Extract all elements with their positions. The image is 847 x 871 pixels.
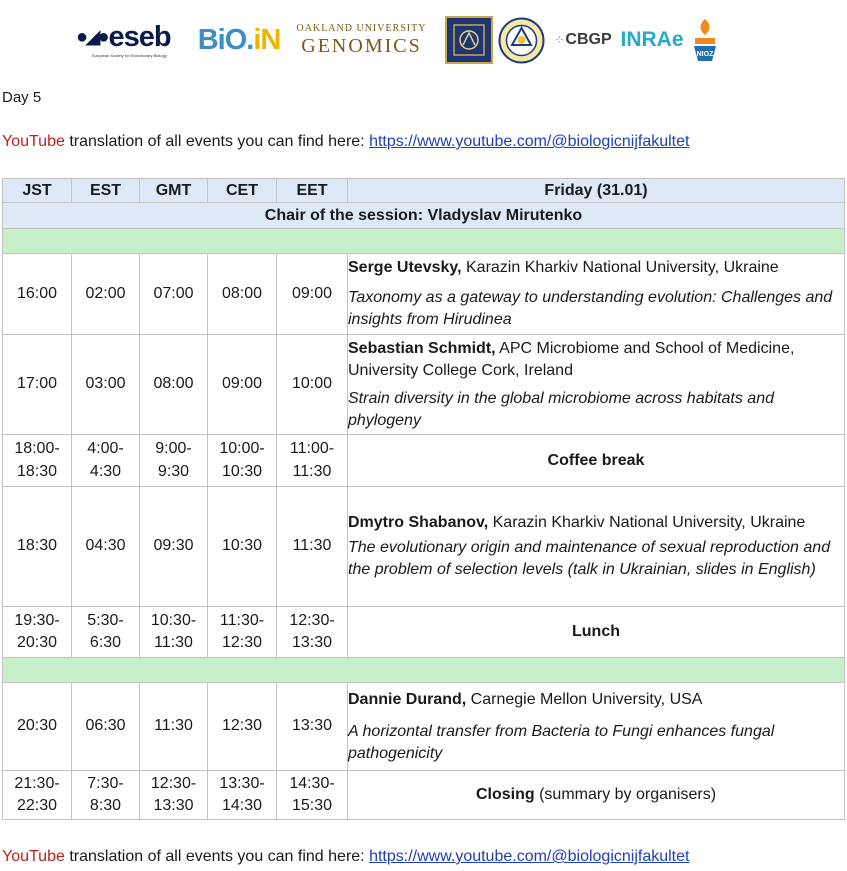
table-row: [3, 683, 845, 771]
time-gmt: 11:30: [140, 683, 208, 771]
talk-title: Taxonomy as a gateway to understanding evolution: Challenges and insights from Hirudinea: [348, 289, 833, 328]
time-jst: 18:30: [3, 487, 72, 607]
youtube-link[interactable]: https://www.youtube.com/@biologicnijfakultet: [369, 133, 690, 150]
eseb-logo-text: eseb: [108, 20, 171, 53]
speaker-name: Sebastian Schmidt,: [348, 339, 496, 357]
university-crest-icon: [445, 16, 493, 64]
university-seal-icon: [498, 17, 545, 64]
time-gmt: 12:30- 13:30: [140, 771, 208, 820]
youtube-brand-text: YouTube: [2, 133, 65, 150]
nioz-logo: [688, 17, 722, 63]
cbgp-logo-text: CBGP: [565, 31, 612, 48]
speaker-affiliation: Karazin Kharkiv National University, Ukraine: [461, 259, 779, 276]
table-row: [3, 335, 845, 435]
time-eet: 09:00: [277, 254, 348, 335]
sponsor-logos-bar: [76, 14, 722, 66]
time-cet: 10:30: [208, 487, 277, 607]
talk-title: The evolutionary origin and maintenance of sexual reproduction and the problem of selection levels (talk in Ukrainian, slides in English): [348, 539, 831, 578]
time-jst: 17:00: [3, 335, 72, 435]
time-gmt: 09:30: [140, 487, 208, 607]
time-cet: 09:00: [208, 335, 277, 435]
youtube-notice-text: translation of all events you can find here:: [64, 133, 370, 150]
lunch-label: Lunch: [348, 607, 845, 658]
time-cet: 11:30- 12:30: [208, 607, 277, 658]
time-jst: 16:00: [3, 254, 72, 335]
day-label: Day 5: [2, 89, 42, 106]
table-header-row: [3, 179, 845, 203]
youtube-notice-top: [2, 133, 689, 151]
header-est: EST: [72, 179, 140, 203]
youtube-link[interactable]: https://www.youtube.com/@biologicnijfakultet: [369, 848, 690, 865]
bioin-logo-text-b: iN: [253, 23, 281, 56]
time-est: 4:00- 4:30: [72, 435, 140, 487]
speaker-affiliation: APC Microbiome and School of Medicine, University College Cork, Ireland: [348, 339, 795, 379]
eseb-dots-icon: ●◢●: [76, 26, 107, 48]
time-cet: 08:00: [208, 254, 277, 335]
talk-cell: [348, 254, 845, 335]
speaker-affiliation: Karazin Kharkiv National University, Ukraine: [488, 514, 806, 531]
speaker-name: Dmytro Shabanov,: [348, 514, 489, 531]
cbgp-dots-icon: ⁘: [554, 33, 564, 47]
schedule-table: [2, 178, 845, 820]
eseb-logo: [76, 20, 192, 58]
chair-row: [3, 203, 845, 229]
time-cet: 10:00- 10:30: [208, 435, 277, 487]
header-gmt: GMT: [140, 179, 208, 203]
coffee-break-label: Coffee break: [348, 435, 845, 487]
time-gmt: 9:00- 9:30: [140, 435, 208, 487]
table-row: [3, 254, 845, 335]
table-row: [3, 607, 845, 658]
table-row: [3, 771, 845, 820]
oakland-logo-top: OAKLAND UNIVERSITY: [296, 23, 427, 34]
talk-cell: [348, 683, 845, 771]
time-eet: 12:30- 13:30: [277, 607, 348, 658]
time-est: 06:30: [72, 683, 140, 771]
time-gmt: 07:00: [140, 254, 208, 335]
cbgp-logo: [551, 31, 615, 49]
oakland-genomics-logo: [280, 24, 443, 56]
table-row: [3, 487, 845, 607]
closing-cell: [348, 771, 845, 820]
time-jst: 20:30: [3, 683, 72, 771]
talk-cell: [348, 487, 845, 607]
time-jst: 18:00- 18:30: [3, 435, 72, 487]
inrae-logo: INRAe: [620, 28, 684, 51]
time-est: 7:30- 8:30: [72, 771, 140, 820]
speaker-name: Dannie Durand,: [348, 690, 467, 708]
spacer-row: [3, 658, 845, 683]
eseb-logo-subtitle: European Society for Evolutionary Biology: [92, 52, 167, 58]
table-row: [3, 435, 845, 487]
youtube-brand-text: YouTube: [2, 848, 65, 865]
talk-title: A horizontal transfer from Bacteria to Fungi enhances fungal pathogenicity: [348, 722, 775, 762]
closing-note: (summary by organisers): [534, 786, 717, 803]
header-eet: EET: [277, 179, 348, 203]
time-eet: 11:30: [277, 487, 348, 607]
closing-label: Closing: [475, 786, 535, 803]
speaker-affiliation: Carnegie Mellon University, USA: [466, 690, 703, 708]
youtube-notice-text: translation of all events you can find here:: [64, 848, 370, 865]
nioz-logo-text: NIOZ: [696, 51, 714, 58]
bioin-logo: [194, 24, 284, 57]
time-gmt: 10:30- 11:30: [140, 607, 208, 658]
time-cet: 13:30- 14:30: [208, 771, 277, 820]
talk-cell: [348, 335, 845, 435]
header-day: Friday (31.01): [348, 179, 845, 203]
youtube-notice-bottom: [2, 848, 689, 866]
time-est: 5:30- 6:30: [72, 607, 140, 658]
oakland-logo-main: GENOMICS: [301, 35, 422, 57]
spacer-row: [3, 229, 845, 254]
bioin-logo-text-a: BiO.: [197, 23, 254, 56]
time-est: 03:00: [72, 335, 140, 435]
time-eet: 13:30: [277, 683, 348, 771]
time-est: 02:00: [72, 254, 140, 335]
time-eet: 14:30- 15:30: [277, 771, 348, 820]
header-jst: JST: [3, 179, 72, 203]
time-est: 04:30: [72, 487, 140, 607]
session-chair: Chair of the session: Vladyslav Mirutenko: [3, 203, 845, 229]
time-jst: 21:30- 22:30: [3, 771, 72, 820]
time-eet: 10:00: [277, 335, 348, 435]
talk-title: Strain diversity in the global microbiome across habitats and phylogeny: [348, 389, 774, 429]
time-jst: 19:30- 20:30: [3, 607, 72, 658]
speaker-name: Serge Utevsky,: [348, 259, 462, 276]
time-cet: 12:30: [208, 683, 277, 771]
time-eet: 11:00- 11:30: [277, 435, 348, 487]
time-gmt: 08:00: [140, 335, 208, 435]
header-cet: CET: [208, 179, 277, 203]
